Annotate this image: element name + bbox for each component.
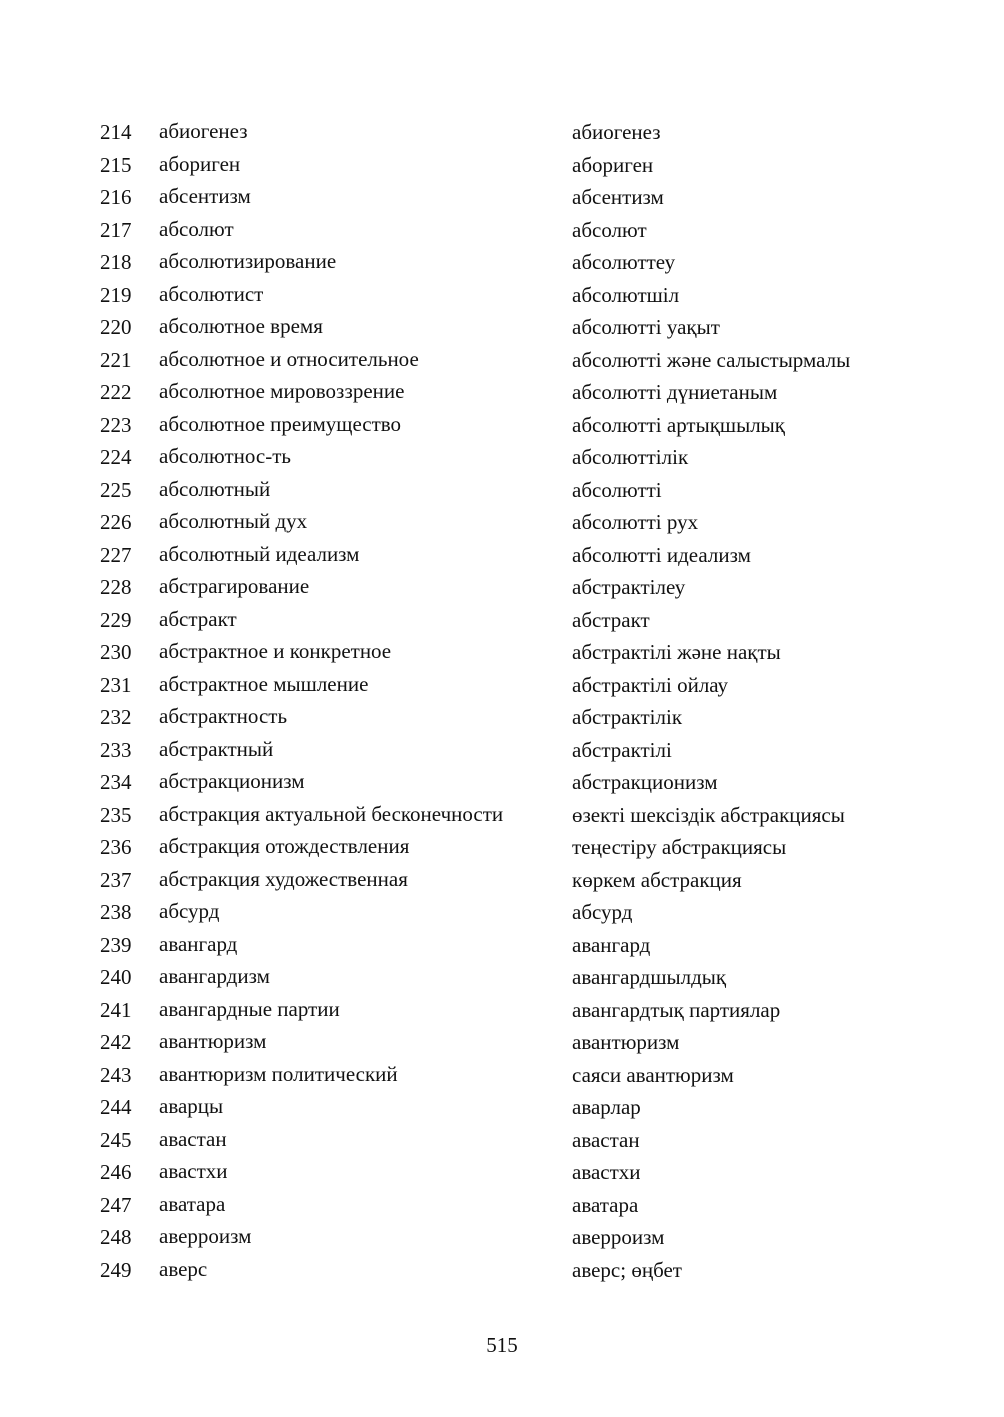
entry-number: 229 <box>100 607 132 632</box>
entry-number: 247 <box>100 1192 132 1217</box>
russian-term: абсолютный дух <box>159 509 308 533</box>
kazakh-term: авангардшылдық <box>572 965 727 989</box>
entry-number: 224 <box>100 445 132 469</box>
entry-number: 222 <box>100 380 132 404</box>
glossary-entry <box>0 475 1004 508</box>
glossary-entry <box>0 832 1004 865</box>
entry-number: 223 <box>100 412 132 437</box>
glossary-entry <box>0 702 1004 735</box>
entry-number: 236 <box>100 835 132 859</box>
kazakh-term: саяси авантюризм <box>572 1062 734 1087</box>
glossary-entry <box>0 1092 1004 1125</box>
entry-number: 240 <box>100 965 132 989</box>
kazakh-term: абстрактілі және нақты <box>572 640 781 664</box>
kazakh-term: абсолютті дүниетаным <box>572 380 778 404</box>
entry-number: 243 <box>100 1062 132 1087</box>
glossary-entry <box>0 637 1004 670</box>
glossary-entry <box>0 865 1004 898</box>
glossary-entry <box>0 410 1004 443</box>
kazakh-term: абстракт <box>572 607 650 632</box>
entry-number: 242 <box>100 1030 132 1054</box>
russian-term: абориген <box>159 151 241 176</box>
russian-term: аверс <box>159 1256 208 1281</box>
kazakh-term: абстрактілі ойлау <box>572 672 729 697</box>
kazakh-term: абсолюттілік <box>572 445 689 469</box>
entry-number: 245 <box>100 1127 132 1152</box>
kazakh-term: абсолютті идеализм <box>572 542 751 567</box>
glossary-entry <box>0 377 1004 410</box>
entry-number: 214 <box>100 120 132 144</box>
entry-number: 246 <box>100 1160 132 1184</box>
entry-number: 249 <box>100 1257 132 1282</box>
kazakh-term: абсурд <box>572 900 633 924</box>
kazakh-term: авантюризм <box>572 1030 680 1054</box>
glossary-entry <box>0 800 1004 833</box>
entry-number: 216 <box>100 185 132 209</box>
kazakh-term: көркем абстракция <box>572 867 742 892</box>
kazakh-term: абсолютті және салыстырмалы <box>572 347 851 372</box>
kazakh-term: авангардтық партиялар <box>572 997 781 1022</box>
russian-term: абиогенез <box>159 119 248 143</box>
glossary-entry <box>0 1222 1004 1255</box>
glossary-entry <box>0 767 1004 800</box>
russian-term: авангардизм <box>159 964 270 988</box>
entry-number: 227 <box>100 542 132 567</box>
kazakh-term: абсолютті уақыт <box>572 315 720 339</box>
glossary-entry <box>0 1060 1004 1093</box>
kazakh-term: абсолютті <box>572 477 662 502</box>
entry-number: 220 <box>100 315 132 339</box>
glossary-entry <box>0 280 1004 313</box>
kazakh-term: аватара <box>572 1192 639 1217</box>
glossary-entry <box>0 995 1004 1028</box>
kazakh-term: абстрактілі <box>572 737 672 762</box>
glossary-entry <box>0 735 1004 768</box>
russian-term: авангард <box>159 931 238 956</box>
russian-term: абсолютное и относительное <box>159 346 419 371</box>
kazakh-term: аверроизм <box>572 1225 665 1249</box>
glossary-entry <box>0 507 1004 540</box>
russian-term: аватара <box>159 1191 226 1216</box>
glossary-entry <box>0 1027 1004 1060</box>
russian-term: абсолютное преимущество <box>159 411 402 436</box>
kazakh-term: өзекті шексіздік абстракциясы <box>572 802 845 827</box>
glossary-entry <box>0 930 1004 963</box>
russian-term: абсолютист <box>159 281 264 306</box>
kazakh-term: абсолюттеу <box>572 250 676 274</box>
entry-number: 237 <box>100 867 132 892</box>
entry-number: 231 <box>100 672 132 697</box>
glossary-entry <box>0 1157 1004 1190</box>
russian-term: абстракт <box>159 606 237 631</box>
entry-number: 228 <box>100 575 132 599</box>
glossary-entry <box>0 442 1004 475</box>
entry-number: 230 <box>100 640 132 664</box>
entry-number: 219 <box>100 282 132 307</box>
russian-term: авантюризм политический <box>159 1061 398 1086</box>
glossary-entry <box>0 215 1004 248</box>
glossary-entry <box>0 312 1004 345</box>
kazakh-term: авастхи <box>572 1160 641 1184</box>
kazakh-term: абсентизм <box>572 185 664 209</box>
entry-number: 218 <box>100 250 132 274</box>
entry-number: 248 <box>100 1225 132 1249</box>
russian-term: абстрактный <box>159 736 274 761</box>
entry-number: 232 <box>100 705 132 729</box>
russian-term: абстракционизм <box>159 769 305 793</box>
russian-term: авастхи <box>159 1159 228 1183</box>
entry-number: 238 <box>100 900 132 924</box>
kazakh-term: аверс; өңбет <box>572 1257 682 1282</box>
russian-term: аварцы <box>159 1094 224 1118</box>
glossary-entry <box>0 182 1004 215</box>
russian-term: абстрактное и конкретное <box>159 639 392 663</box>
russian-term: авантюризм <box>159 1029 267 1053</box>
glossary-entry <box>0 670 1004 703</box>
entry-number: 241 <box>100 997 132 1022</box>
glossary-entry <box>0 117 1004 150</box>
russian-term: абстрагирование <box>159 574 310 598</box>
entry-number: 234 <box>100 770 132 794</box>
entry-number: 221 <box>100 347 132 372</box>
russian-term: абсолютный идеализм <box>159 541 360 566</box>
kazakh-term: теңестіру абстракциясы <box>572 835 787 859</box>
kazakh-term: авастан <box>572 1127 640 1152</box>
kazakh-term: абиогенез <box>572 120 661 144</box>
page-number: 515 <box>486 1333 518 1357</box>
glossary-entry <box>0 897 1004 930</box>
glossary-entry <box>0 962 1004 995</box>
glossary-entry <box>0 1190 1004 1223</box>
russian-term: абстрактное мышление <box>159 671 369 696</box>
kazakh-term: абсолютті артықшылық <box>572 412 785 437</box>
entry-number: 226 <box>100 510 132 534</box>
russian-term: абсентизм <box>159 184 251 208</box>
russian-term: абсолютнос-ть <box>159 444 291 468</box>
kazakh-term: авангард <box>572 932 651 957</box>
glossary-entry <box>0 540 1004 573</box>
glossary-entry <box>0 247 1004 280</box>
russian-term: аверроизм <box>159 1224 252 1248</box>
glossary-entries <box>0 117 1004 1287</box>
russian-term: абсолютное время <box>159 314 323 338</box>
glossary-entry <box>0 572 1004 605</box>
kazakh-term: аварлар <box>572 1095 641 1119</box>
glossary-entry <box>0 1255 1004 1288</box>
russian-term: абстракция отождествления <box>159 834 410 858</box>
glossary-entry <box>0 150 1004 183</box>
kazakh-term: абсолютті рух <box>572 510 699 534</box>
russian-term: абстракция актуальной бесконечности <box>159 801 504 826</box>
kazakh-term: абстракционизм <box>572 770 718 794</box>
glossary-entry <box>0 345 1004 378</box>
kazakh-term: абстрактілеу <box>572 575 686 599</box>
russian-term: абсолютное мировоззрение <box>159 379 405 403</box>
russian-term: авангардные партии <box>159 996 340 1021</box>
entry-number: 217 <box>100 217 132 242</box>
russian-term: абсолют <box>159 216 234 241</box>
russian-term: абсолютный <box>159 476 271 501</box>
entry-number: 235 <box>100 802 132 827</box>
entry-number: 215 <box>100 152 132 177</box>
kazakh-term: абсолют <box>572 217 647 242</box>
entry-number: 239 <box>100 932 132 957</box>
entry-number: 244 <box>100 1095 132 1119</box>
russian-term: абстракция художественная <box>159 866 408 891</box>
russian-term: абсолютизирование <box>159 249 337 273</box>
kazakh-term: абориген <box>572 152 654 177</box>
russian-term: абсурд <box>159 899 220 923</box>
glossary-entry <box>0 1125 1004 1158</box>
russian-term: абстрактность <box>159 704 288 728</box>
russian-term: авастан <box>159 1126 227 1151</box>
kazakh-term: абстрактілік <box>572 705 683 729</box>
glossary-entry <box>0 605 1004 638</box>
entry-number: 225 <box>100 477 132 502</box>
kazakh-term: абсолютшіл <box>572 282 680 307</box>
entry-number: 233 <box>100 737 132 762</box>
